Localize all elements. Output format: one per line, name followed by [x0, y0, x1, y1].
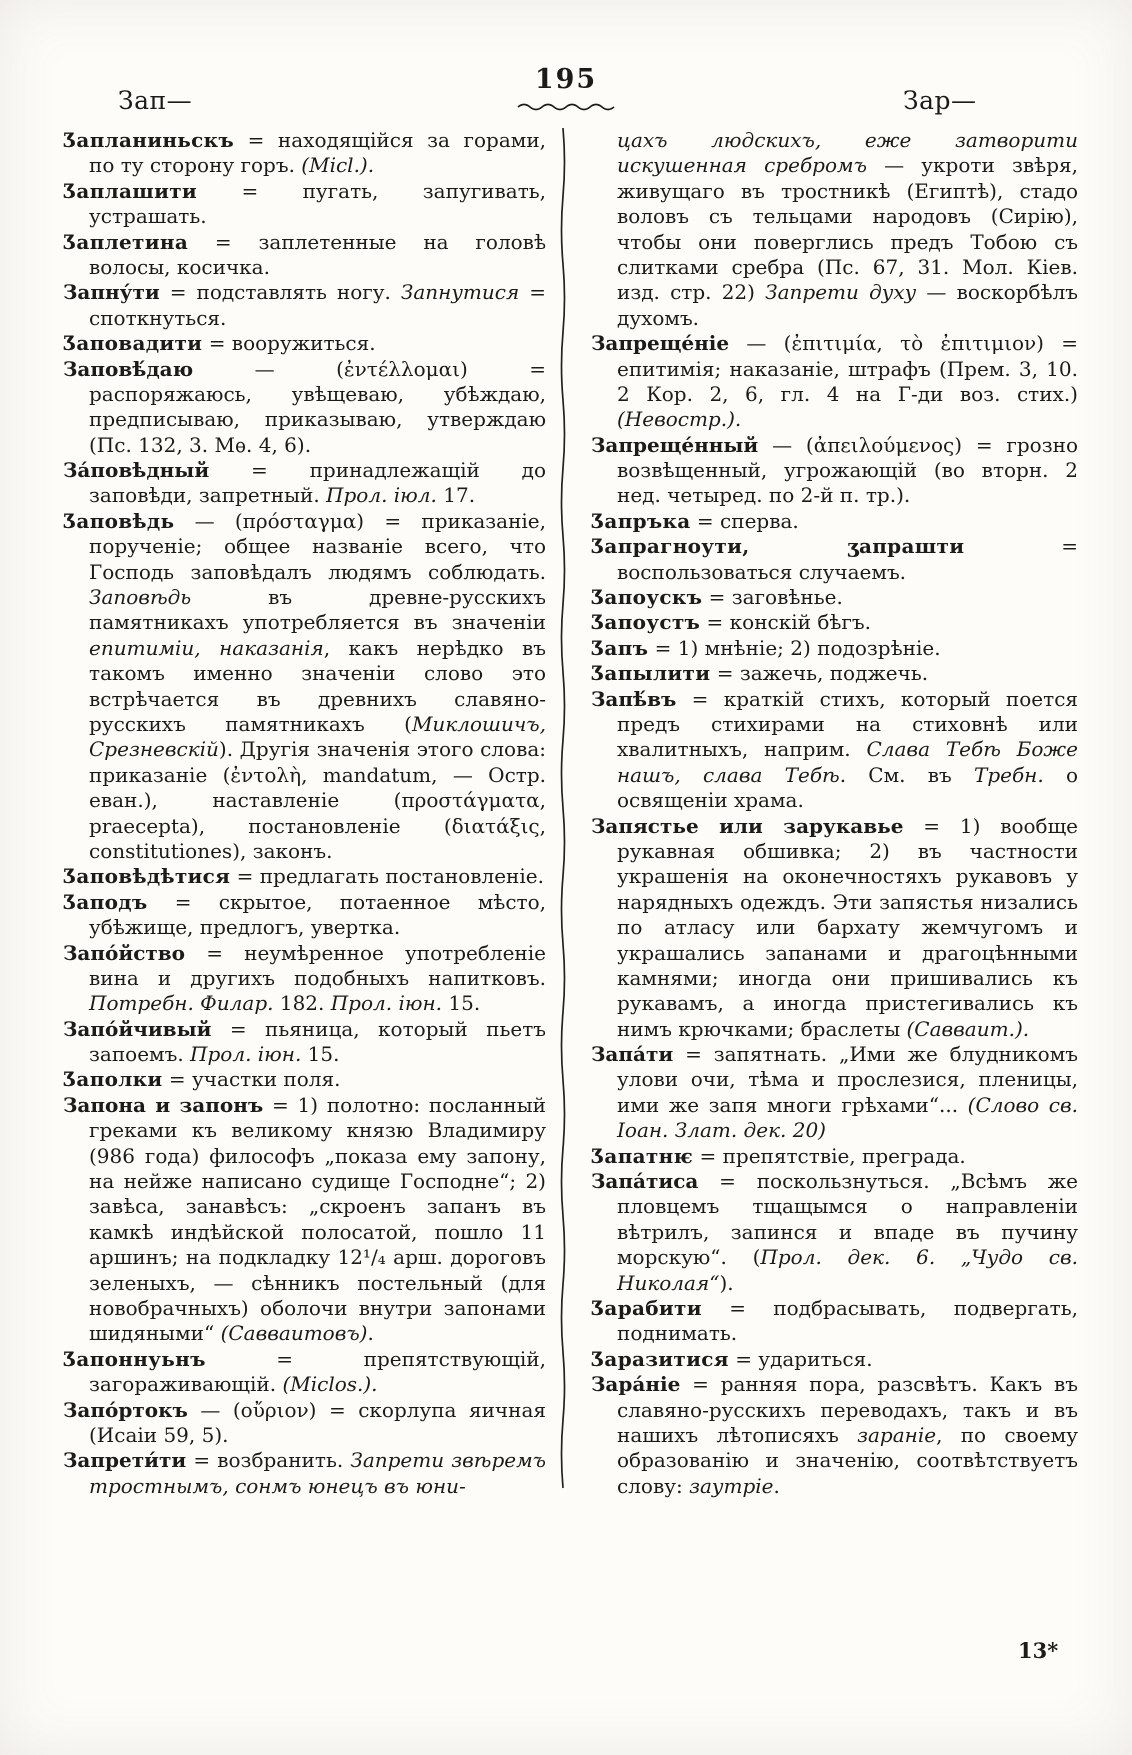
- dictionary-entry: [63, 1017, 546, 1068]
- dictionary-entry: [591, 534, 1078, 585]
- entry-text: = подставлять ногу.: [169, 280, 401, 305]
- entry-text: Прол. дек. 6. „Чудо св. Николая“: [617, 1245, 1078, 1295]
- entry-text: — (πρόσταγμα) = приказаніе, порученіе; общее названіе всего, что Господь заповѣдалъ людямъ соблюдать.: [89, 508, 547, 584]
- entry-text: Миклошичъ, Срезневскій: [89, 711, 546, 762]
- entry-headword: Ӡарабити: [591, 1295, 702, 1320]
- dictionary-entry: [63, 280, 546, 331]
- dictionary-entry: [591, 1169, 1078, 1296]
- entry-headword: Ӡаплашити: [63, 178, 198, 203]
- entry-text: = споткнуться.: [89, 280, 546, 330]
- entry-text: = препятствіе, преграда.: [699, 1143, 966, 1168]
- entry-text: = 1) полотно: посланный греками къ великому князю Владимиру (986 года) философъ „показа ему запону, на нейже написано судище Господне“; 2) завѣса, занавѣсъ: „скроенъ запанъ въ камкѣ индѣйской полосатой, пошло 11 аршинъ; на подкладку 12¹/₄ арш. дороговъ зеленыхъ, — сѣнникъ постельный (для новобрачныхъ) оболочи внутри запонами шидяными“: [89, 1092, 547, 1346]
- entry-text: = заговѣнье.: [708, 585, 843, 610]
- entry-text: — (οὔριον) = скорлупа яичная (Исаіи 59, 5).: [89, 1397, 547, 1447]
- dictionary-entry: [63, 1398, 546, 1449]
- entry-text: . См. въ: [839, 762, 974, 787]
- dictionary-entry: [63, 331, 546, 356]
- entry-headword: Ӡапоннуьнъ: [63, 1346, 206, 1371]
- entry-text: .: [773, 1473, 780, 1498]
- entry-headword: Запну́ти: [63, 280, 160, 305]
- entry-headword: Ӡаразитися: [591, 1346, 729, 1371]
- entry-headword: Запрети́ти: [63, 1448, 187, 1473]
- entry-headword: Ӡапатнѥ: [591, 1143, 694, 1168]
- entry-text: = краткій стихъ, который поется предъ стихирами на стиховнѣ или хвалитныхъ, наприм.: [617, 686, 1079, 762]
- entry-text: , какъ нерѣдко въ такомъ именно значеніи слово это встрѣчается въ древнихъ славяно-русскихъ памятникахъ (: [89, 635, 546, 736]
- left-column: [63, 128, 546, 1499]
- entry-headword: За́повѣдный: [63, 458, 210, 483]
- entry-text: = заплетенные на головѣ волосы, косичка.: [89, 229, 547, 279]
- entry-text: заутріе: [689, 1473, 774, 1498]
- entry-headword: Ӡапоустъ: [591, 610, 701, 635]
- dictionary-entry: [591, 610, 1078, 635]
- entry-text: = препятствующій, загораживающій.: [89, 1346, 546, 1397]
- dictionary-entry: [63, 941, 546, 1017]
- entry-headword: Запреще́ніе: [591, 331, 730, 356]
- dictionary-entry: [63, 864, 546, 889]
- entry-headword: Запа́тиса: [591, 1169, 699, 1194]
- entry-text: (Савваит.).: [906, 1016, 1030, 1041]
- dictionary-entry: [63, 230, 546, 281]
- dictionary-entry: [591, 331, 1078, 433]
- entry-text: = 1) мнѣніе; 2) подозрѣніе.: [654, 635, 941, 660]
- entry-text: = воспользоваться случаемъ.: [617, 534, 1078, 584]
- entry-text: Требн.: [973, 762, 1044, 787]
- entry-text: = находящійся за горами, по ту сторону горъ.: [89, 128, 547, 178]
- entry-text: (Невостр.).: [617, 407, 742, 432]
- dictionary-entry: [63, 890, 546, 941]
- page-number-flourish: [516, 100, 616, 114]
- entry-text: = удариться.: [735, 1346, 873, 1371]
- entry-text: = участки поля.: [168, 1067, 341, 1092]
- entry-text: Прол. іюл.: [326, 483, 437, 508]
- entry-text: въ древне-русскихъ памятникахъ употребляется въ значеніи: [89, 585, 546, 635]
- entry-text: 182.: [273, 991, 331, 1016]
- entry-headword: Ӡапланиньскъ: [63, 128, 235, 152]
- dictionary-entry: [63, 458, 546, 509]
- entry-headword: Запона и запонъ: [63, 1092, 264, 1117]
- dictionary-entry: [591, 636, 1078, 661]
- entry-text: = пьяница, который пьетъ запоемъ.: [89, 1016, 546, 1067]
- entry-text: зараніе: [857, 1422, 937, 1447]
- entry-text: = запятнать. „Ими же блудникомъ улови очи, тѣма и прослезися, пленицы, ими же запя многи грѣхами“...: [617, 1042, 1078, 1117]
- entry-headword: Ӡапылити: [591, 661, 711, 686]
- dictionary-entry: [591, 585, 1078, 610]
- entry-text: .: [367, 1321, 374, 1346]
- entry-text: = подбрасывать, подвергать, поднимать.: [617, 1295, 1078, 1346]
- entry-text: Прол. іюн.: [190, 1042, 302, 1067]
- dictionary-entry: [63, 1067, 546, 1092]
- entry-text: — (ἐντέλλομαι) = распоряжаюсь, увѣщеваю, убѣждаю, предписываю, приказываю, утверждаю (Пс. 132, 3. Мѳ. 4, 6).: [89, 356, 546, 457]
- entry-headword: Запястье или зарукавье: [591, 813, 904, 838]
- entry-text: о освященіи храма.: [617, 762, 1078, 813]
- printers-signature: 13*: [1018, 1638, 1059, 1663]
- entry-text: = ранняя пора, разсвѣтъ. Какъ въ славяно-русскихъ переводахъ, такъ и въ нашихъ лѣтописяхъ: [617, 1372, 1078, 1447]
- entry-headword: Ӡаплетина: [63, 229, 189, 254]
- entry-headword: Ӡаповѣдѣтися: [63, 864, 231, 889]
- entry-text: ). Другія значенія этого слова: приказаніе (ἐντολὴ, mandatum, — Остр. еван.), наставленіе (προστάγματα, praecepta), постановленіе (διατάξις, constitutiones), законъ.: [89, 737, 546, 863]
- entry-text: Запрети духу: [765, 280, 917, 305]
- entry-text: = зажечь, поджечь.: [716, 661, 929, 686]
- dictionary-entry: [63, 357, 546, 459]
- dictionary-entry: [63, 179, 546, 230]
- running-head-right: Зар—: [903, 86, 977, 115]
- dictionary-entry: [63, 1448, 546, 1499]
- entry-text: = 1) вообще рукавная обшивка; 2) въ частности украшенія на оконечностяхъ рукавовъ у нарядныхъ одеждъ. Эти запястья низались по атласу или бархату жемчугомъ и украшались запанами и драгоцѣнными камнями; иногда они пришивались къ рукавамъ, а иногда пристегивались къ нимъ крючками; браслеты: [617, 813, 1079, 1041]
- entry-text: = поскользнуться. „Всѣмъ же пловцемъ тщащымся о направленіи вѣтрилъ, запинся и впаде въ пучину морскую“. (: [617, 1169, 1078, 1270]
- entry-text: Слава Тебѣ Боже нашъ, слава Тебѣ: [617, 737, 1078, 787]
- entry-text: = сперва.: [696, 508, 799, 533]
- entry-headword: Запо́йство: [63, 940, 186, 965]
- entry-text: (Слово св. Іоан. Злат. дек. 20): [617, 1092, 1079, 1143]
- entry-headword: Ӡапръка: [591, 508, 691, 533]
- entry-text: цахъ людскихъ, еже затворити искушенная сребромъ: [617, 128, 1078, 178]
- entry-text: епитиміи, наказанія: [89, 635, 324, 660]
- dictionary-entry: [591, 1296, 1078, 1347]
- entry-text: = принадлежащій до заповѣди, запретный.: [89, 458, 547, 508]
- entry-headword: Запреще́нный: [591, 432, 759, 457]
- dictionary-entry: [63, 1093, 546, 1347]
- dictionary-entry: [63, 509, 546, 864]
- entry-text: = возбранить.: [193, 1448, 351, 1473]
- entry-text: 17.: [436, 483, 476, 508]
- entry-headword: Заповѣ́даю: [63, 356, 194, 381]
- column-divider-rule: [556, 128, 570, 1493]
- dictionary-entry: [591, 509, 1078, 534]
- entry-text: — укроти звѣря, живущаго въ тростникѣ (Египтѣ), стадо воловъ съ тельцами народовъ (Сирію), чтобы они поверглись предъ Тобою съ слитками сребра (Пс. 67, 31. Мол. Кіев. изд. стр. 22): [617, 153, 1078, 305]
- entry-text: (Miclos.).: [282, 1372, 378, 1397]
- dictionary-entry: [591, 433, 1078, 509]
- entry-text: Прол. іюн.: [330, 991, 443, 1016]
- entry-headword: Ӡапрагноути, ӡапрашти: [591, 534, 965, 559]
- entry-headword: Зара́ніе: [591, 1372, 681, 1397]
- entry-headword: Ӡаповѣдь: [63, 508, 175, 533]
- entry-text: Запнутися: [400, 280, 520, 305]
- entry-text: Заповѣдь: [89, 585, 192, 610]
- dictionary-entry: [63, 128, 546, 179]
- entry-text: = скрытое, потаенное мѣсто, убѣжище, предлогъ, увертка.: [89, 889, 546, 940]
- entry-text: Потребн. Филар.: [89, 991, 274, 1016]
- running-head-left: Зап—: [118, 86, 193, 115]
- right-column: [591, 128, 1078, 1499]
- dictionary-entry: [591, 687, 1078, 814]
- entry-headword: Запа́ти: [591, 1042, 674, 1067]
- entry-text: , по своему образованію и значенію, соотвѣтствуетъ слову:: [617, 1422, 1079, 1498]
- entry-text: = неумѣренное употребленіе вина и другихъ подобныхъ напитковъ.: [89, 940, 546, 990]
- entry-text: (Савваитовъ): [220, 1321, 368, 1346]
- entry-headword: Ӡапоускъ: [591, 585, 703, 610]
- entry-text: — (ἐπιτιμία, τὸ ἐπιτιμιον) = епитимія; наказаніе, штрафъ (Прем. 3, 10. 2 Кор. 2, 6, гл. 4 на Г-ди воз. стих.): [617, 331, 1078, 406]
- entry-headword: Ӡаполки: [63, 1067, 163, 1092]
- entry-headword: Запо́ртокъ: [63, 1397, 188, 1422]
- dictionary-entry: [591, 1042, 1078, 1144]
- entry-text: ).: [719, 1270, 734, 1295]
- dictionary-entry: [591, 661, 1078, 686]
- entry-text: 15.: [442, 991, 481, 1016]
- entry-headword: Запѣ́въ: [591, 686, 677, 711]
- dictionary-entry: [591, 1347, 1078, 1372]
- entry-text: — воскорбѣлъ духомъ.: [617, 280, 1078, 330]
- entry-text: = вооружиться.: [208, 331, 376, 356]
- entry-text: = пугать, запугивать, устрашать.: [89, 178, 547, 229]
- entry-headword: Ӡаповадити: [63, 331, 203, 356]
- entry-text: (Micl.).: [301, 153, 375, 178]
- dictionary-entry: [591, 814, 1078, 1043]
- entry-headword: Ӡаподъ: [63, 889, 148, 914]
- entry-text: = конскій бѣгъ.: [706, 610, 871, 635]
- entry-text: = предлагать постановленіе.: [236, 864, 544, 889]
- dictionary-entry: [591, 128, 1078, 331]
- entry-text: Запрети звѣремъ тростнымъ, сонмъ юнецъ въ юни-: [89, 1448, 547, 1498]
- entry-text: — (ἀπειλούμενος) = грозно возвѣщенный, угрожающій (во вторн. 2 нед. четыред. по 2-й п. тр.).: [617, 432, 1079, 508]
- entry-text: 15.: [301, 1042, 340, 1067]
- page-number: 195: [534, 64, 598, 95]
- entry-headword: Ӡапъ: [591, 635, 649, 660]
- dictionary-entry: [63, 1347, 546, 1398]
- dictionary-entry: [591, 1144, 1078, 1169]
- entry-headword: Запо́йчивый: [63, 1016, 212, 1041]
- dictionary-entry: [591, 1372, 1078, 1499]
